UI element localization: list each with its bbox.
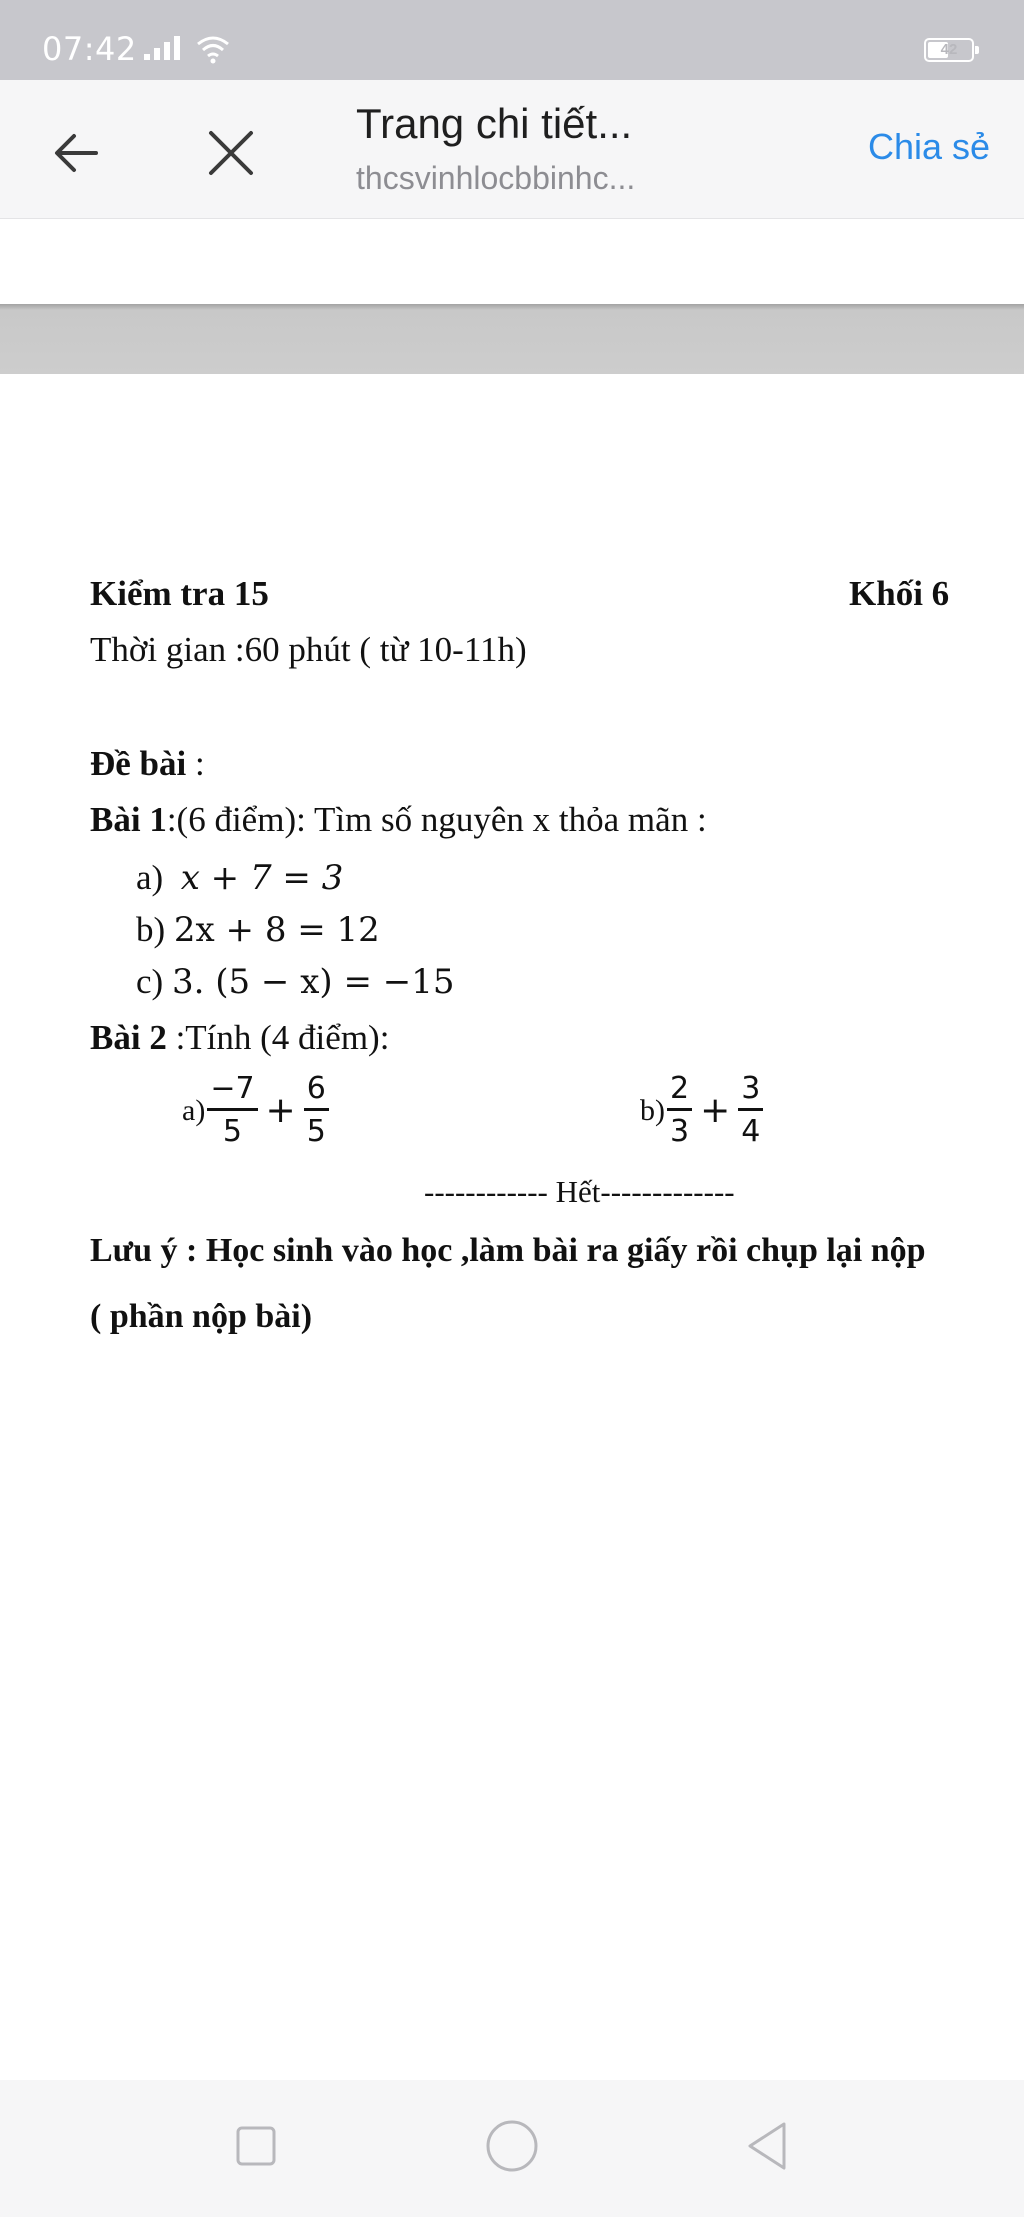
denominator: 5: [222, 1114, 242, 1149]
denominator: 5: [306, 1114, 326, 1149]
bai2-label: Bài 2: [90, 1018, 167, 1057]
page-url: thcsvinhlocbbinhc...: [356, 160, 636, 196]
back-arrow-icon[interactable]: [44, 118, 114, 188]
de-bai-label: Đề bài: [90, 744, 187, 783]
share-button[interactable]: Chia sẻ: [868, 126, 991, 167]
document-page: [0, 374, 1024, 2080]
fraction: [738, 1071, 763, 1149]
bai2-text: :Tính (4 điểm):: [166, 1018, 390, 1057]
item-expression: 2x + 8 = 12: [173, 910, 380, 950]
plus-operator: +: [265, 1090, 296, 1131]
test-title: Kiểm tra 15: [90, 574, 269, 613]
denominator: 4: [741, 1114, 761, 1149]
bai1-item-a: [136, 858, 343, 898]
bai2-heading: [90, 1018, 389, 1058]
bai1-text: :(6 điểm): Tìm số nguyên x thỏa mãn :: [166, 800, 707, 839]
item-expression: x + 7 = 3: [180, 858, 344, 898]
bai1-label: Bài 1: [90, 800, 167, 839]
bai1-heading: [90, 800, 707, 840]
item-label: c): [136, 962, 164, 1001]
numerator: 6: [304, 1074, 329, 1111]
de-bai-heading: [90, 744, 205, 784]
item-label: a): [136, 858, 164, 897]
fraction: [304, 1071, 329, 1149]
item-label: b): [136, 910, 166, 949]
numerator: −7: [207, 1074, 257, 1111]
fraction: [207, 1071, 257, 1149]
grade-label: Khối 6: [849, 574, 950, 613]
bai2-item-a: [182, 1071, 331, 1149]
numerator: 3: [738, 1074, 763, 1111]
note-line-1: Lưu ý : Học sinh vào học ,làm bài ra giấy rồi chụp lại nộp: [90, 1232, 926, 1269]
status-bar: [0, 0, 1024, 80]
page-title: Trang chi tiết...: [356, 100, 633, 147]
close-icon[interactable]: [196, 118, 266, 188]
time-line: Thời gian :60 phút ( từ 10-11h): [90, 630, 527, 669]
signal-icon: [142, 34, 182, 62]
status-time: 07:42: [42, 30, 137, 68]
page-header-band: [0, 304, 1024, 374]
battery-level: 42: [940, 41, 958, 58]
fraction: [667, 1071, 692, 1149]
system-nav-bar: [0, 2080, 1024, 2217]
plus-operator: +: [700, 1090, 731, 1131]
home-circle-icon[interactable]: [482, 2116, 542, 2176]
note-line-2: ( phần nộp bài): [90, 1298, 313, 1335]
item-label: a): [182, 1093, 206, 1127]
item-expression: 3. (5 − x) = −15: [171, 962, 455, 1002]
battery-icon: [924, 38, 974, 62]
item-label: b): [640, 1093, 665, 1127]
back-triangle-icon[interactable]: [736, 2116, 796, 2176]
wifi-icon: [196, 34, 230, 64]
recents-square-icon[interactable]: [226, 2116, 286, 2176]
numerator: 2: [667, 1074, 692, 1111]
de-bai-colon: :: [186, 744, 205, 783]
denominator: 3: [670, 1114, 690, 1149]
bai1-item-c: [136, 962, 455, 1002]
end-marker: ------------ Hết-------------: [424, 1174, 735, 1209]
bai1-item-b: [136, 910, 380, 950]
bai2-item-b: [640, 1071, 765, 1149]
browser-toolbar: [0, 80, 1024, 219]
